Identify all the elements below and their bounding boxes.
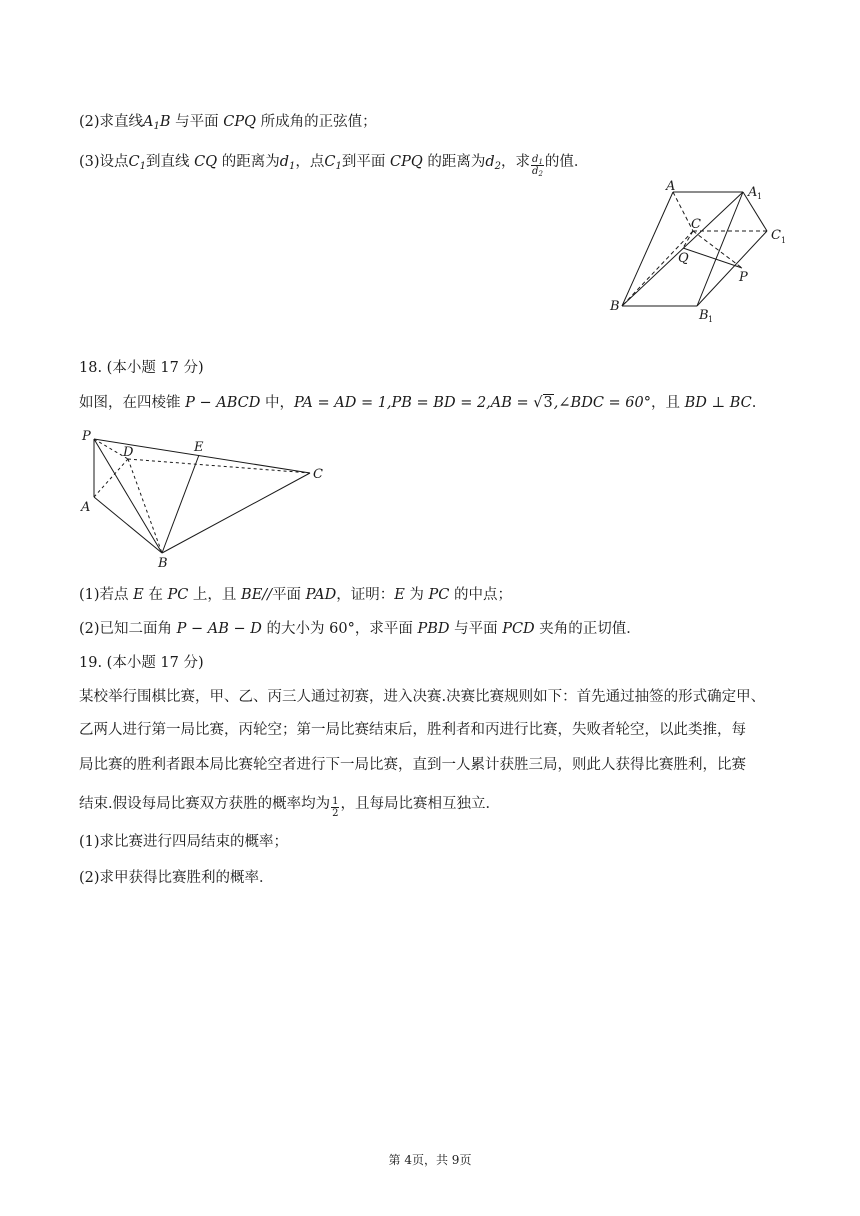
q19-paragraph-line-1: 某校举行围棋比赛，甲、乙、丙三人通过初赛，进入决赛.决赛比赛规则如下：首先通过抽签的形式确定甲、 bbox=[79, 689, 766, 705]
symbol-d2: $d_2$ bbox=[485, 154, 502, 172]
sqrt-3: √3 bbox=[533, 395, 553, 411]
label-A: A bbox=[81, 500, 91, 515]
page-footer: 第 4页，共 9页 bbox=[388, 1153, 472, 1167]
prism-figure bbox=[605, 178, 805, 328]
q17-part3: (3)设点$C_1$到直线 CQ 的距离为$d_1$，点$C_1$到平面 CPQ 的距离为$d_2$，求 $\frac{d_1}{d_2}$ 的值． bbox=[79, 154, 589, 178]
fraction-d1-over-d2: $\frac{d_1}{d_2}$ bbox=[532, 154, 543, 178]
prism-labels bbox=[609, 179, 786, 324]
symbol-C1-b: $C_1$ bbox=[324, 154, 342, 172]
label-A: A bbox=[666, 179, 676, 194]
label-B: B bbox=[610, 299, 620, 314]
q19-part2: (2)求甲获得比赛胜利的概率． bbox=[79, 870, 274, 886]
q19-paragraph-line-2: 乙两人进行第一局比赛，丙轮空；第一局比赛结束后，胜利者和丙进行比赛，失败者轮空，以此类推，每 bbox=[79, 722, 746, 738]
pyramid-labels bbox=[80, 429, 323, 571]
label-E: E bbox=[194, 440, 204, 455]
label-B: B bbox=[158, 556, 168, 571]
q19-paragraph-line-4: 结束.假设每局比赛双方获胜的概率均为 $\frac{1}{2}$ ，且每局比赛相互独立． bbox=[79, 796, 500, 819]
q18-part2: (2)已知二面角 P − AB − D 的大小为 60°，求平面 PBD 与平面 PCD 夹角的正切值． bbox=[79, 621, 641, 637]
label-P: P bbox=[82, 429, 91, 444]
label-B1: B bbox=[699, 308, 709, 323]
symbol-A1B: $A_1B$ bbox=[143, 114, 171, 132]
label-Q: Q bbox=[678, 251, 689, 266]
q18-header: 18. (本小题 17 分) bbox=[79, 360, 204, 376]
q19-paragraph-line-3: 局比赛的胜利者跟本局比赛轮空者进行下一局比赛，直到一人累计获胜三局，则此人获得比赛胜利，比赛 bbox=[79, 757, 746, 773]
q18-intro: 如图，在四棱锥 P − ABCD 中，PA = AD = 1,PB = BD = 2,AB = √3,∠BDC = 60°，且 BD ⊥ BC. bbox=[79, 395, 757, 411]
q17-part2: (2)求直线$A_1B$ 与平面 CPQ 所成角的正弦值； bbox=[79, 114, 377, 132]
pyramid-figure bbox=[76, 425, 336, 575]
label-B1-sub: 1 bbox=[708, 315, 714, 324]
label-C: C bbox=[691, 217, 701, 232]
label-A1-sub: 1 bbox=[757, 192, 763, 201]
q19-part1: (1)求比赛进行四局结束的概率； bbox=[79, 834, 289, 850]
label-D: D bbox=[123, 445, 134, 460]
q18-part1: (1)若点 E 在 PC 上，且 BE//平面 PAD，证明：E 为 PC 的中点； bbox=[79, 587, 512, 603]
fraction-one-half: $\frac{1}{2}$ bbox=[332, 796, 339, 819]
label-C: C bbox=[313, 467, 323, 482]
label-C1-sub: 1 bbox=[781, 236, 787, 245]
label-C1: C bbox=[771, 228, 781, 243]
label-P: P bbox=[739, 270, 748, 285]
symbol-d1: $d_1$ bbox=[279, 154, 296, 172]
symbol-C1: $C_1$ bbox=[128, 154, 147, 172]
q19-header: 19. (本小题 17 分) bbox=[79, 655, 204, 671]
label-A1: A bbox=[748, 185, 758, 200]
